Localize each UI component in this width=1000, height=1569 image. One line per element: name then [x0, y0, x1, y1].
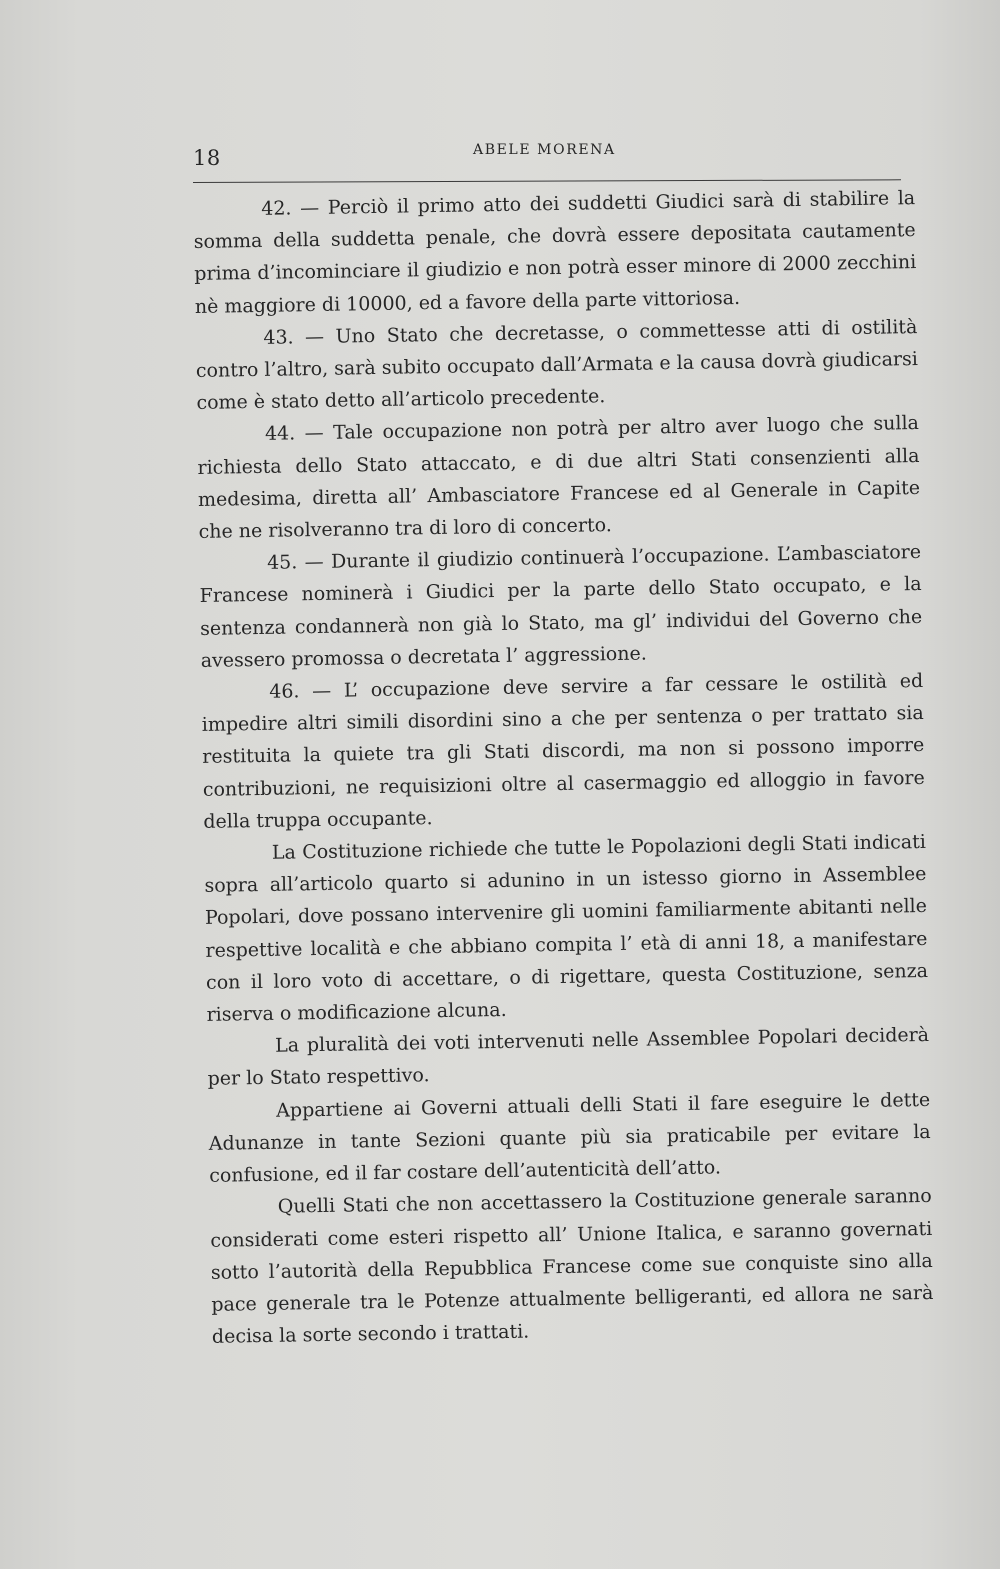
paragraph-article-45: 45. — Durante il giudizio continuerà l’occupazione. L’ambasciatore Francese nominerà i Giudici per la parte dello Stato occupato, e la sentenza condannerà non già lo Stato, ma gl’ individui del Governo che avessero promossa o decretata l’ aggressione.	[199, 541, 923, 672]
running-head: ABELE MORENA	[473, 142, 616, 158]
paragraph-article-46: 46. — L’ occupazione deve servire a far cessare le ostilità ed impedire altri simili disordini sino a che per sentenza o per trattato sia restituita la quiete tra gli Stati discordi, ma non si possono imporre contribuzioni, ne requisizioni oltre al casermaggio ed alloggio in favore della truppa occupante.	[201, 670, 925, 833]
page-header	[193, 140, 901, 186]
page-number: 18	[193, 146, 221, 170]
paragraph-assemblies: La Costituzione richiede che tutte le Popolazioni degli Stati indicati sopra all’articolo quarto si adunino in un istesso giorno in Assemblee Popolari, dove possano intervenire gli uomini familiarmente abitanti nelle respettive località e che abbiano compita l’ età di anni 18, a manifestare con il loro voto di accettare, o di rigettare, questa Costituzione, senza riserva o modificazione alcuna.	[204, 831, 929, 1026]
paragraph-governments: Appartiene ai Governi attuali delli Stati il fare eseguire le dette Adunanze in tante Sezioni quante più sia praticabile per evitare la confusione, ed il far costare dell’autenticità dell’atto.	[208, 1088, 931, 1187]
body-text	[193, 182, 934, 1353]
paragraph-article-42: 42. — Perciò il primo atto dei suddetti Giudici sarà di stabilire la somma della suddetta penale, che dovrà essere depositata cautamente prima d’incominciare il giudizio e non potrà esser minore di 2000 zecchini nè maggiore di 10000, ed a favore della parte vittoriosa.	[193, 187, 917, 318]
paragraph-article-43: 43. — Uno Stato che decretasse, o commettesse atti di ostilità contro l’altro, sarà subito occupato dall’Armata e la causa dovrà giudicarsi come è stato detto all’articolo precedente.	[195, 315, 919, 415]
paragraph-non-accepting-states: Quelli Stati che non accettassero la Costituzione generale saranno considerati come esteri rispetto all’ Unione Italica, e saranno governati sotto l’autorità della Repubblica Francese come sue conquiste sino alla pace generale tra le Potenze attualmente belligeranti, ed allora ne sarà decisa la sorte secondo i trattati.	[210, 1185, 934, 1348]
paragraph-plurality: La pluralità dei voti intervenuti nelle Assemblee Popolari deciderà per lo Stato respettivo.	[207, 1024, 930, 1091]
paragraph-article-44: 44. — Tale occupazione non potrà per altro aver luogo che sulla richiesta dello Stato attaccato, e di due altri Stati consenzienti alla medesima, diretta all’ Ambasciatore Francese ed al Generale in Capite che ne risolveranno tra di loro di concerto.	[197, 412, 921, 543]
header-rule	[193, 179, 901, 183]
